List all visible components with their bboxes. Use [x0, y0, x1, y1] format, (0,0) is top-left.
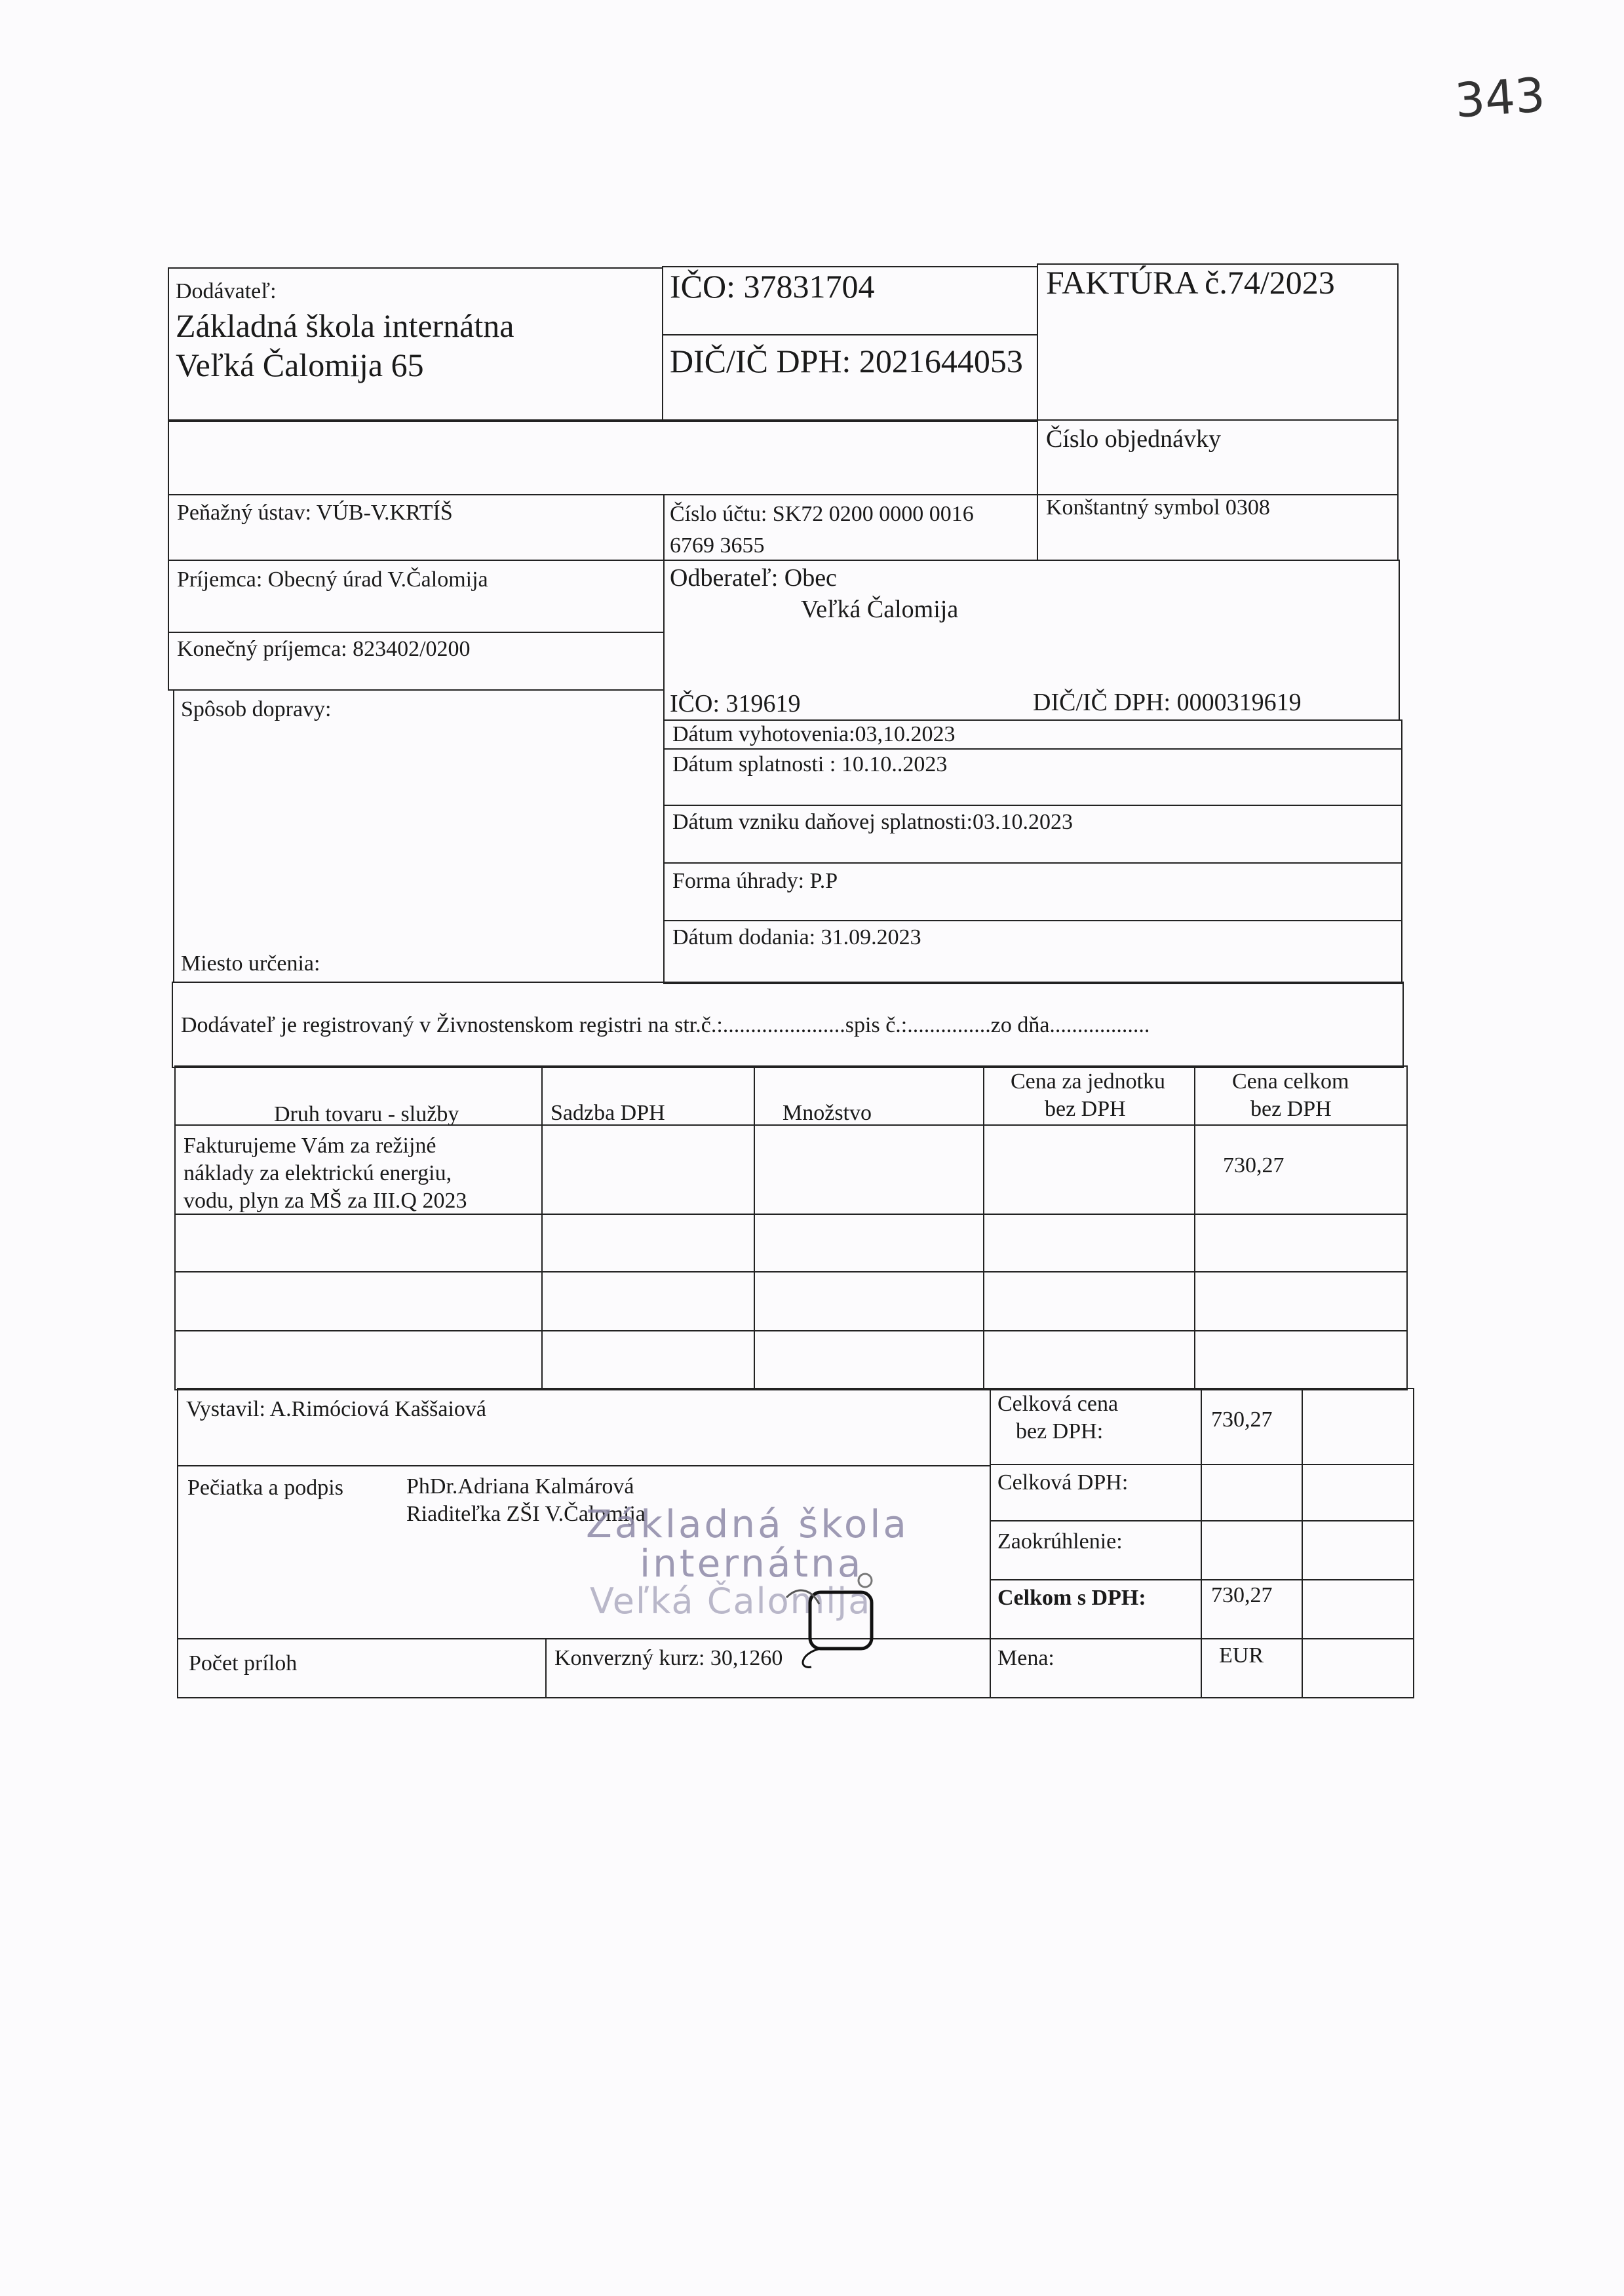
date-tax-point: Dátum vzniku daňovej splatnosti:03.10.2023 [672, 810, 1073, 834]
header-total-1: Cena celkom [1232, 1069, 1349, 1094]
date-delivery: Dátum dodania: 31.09.2023 [672, 925, 921, 949]
customer-label: Odberateľ: Obec [670, 564, 837, 592]
total-with-vat-value: 730,27 [1211, 1583, 1273, 1607]
date-due: Dátum splatnosti : 10.10..2023 [672, 752, 948, 776]
currency-value: EUR [1219, 1643, 1264, 1668]
supplier-dic: DIČ/IČ DPH: 2021644053 [670, 343, 1023, 379]
currency-label: Mena: [997, 1646, 1054, 1670]
rounding-label: Zaokrúhlenie: [997, 1529, 1123, 1554]
stamp-line2: internátna [640, 1541, 864, 1586]
total-no-vat-label-1: Celková cena [997, 1392, 1119, 1416]
final-payee: Konečný príjemca: 823402/0200 [177, 637, 471, 661]
payee: Príjemca: Obecný úrad V.Čalomija [177, 567, 488, 592]
issued-by: Vystavil: A.Rimóciová Kaššaiová [186, 1397, 487, 1421]
date-issued: Dátum vyhotovenia:03,10.2023 [672, 722, 956, 746]
signer-name: PhDr.Adriana Kalmárová [406, 1474, 634, 1499]
transport-method: Spôsob dopravy: [181, 697, 332, 721]
bank-institution: Peňažný ústav: VÚB-V.KRTÍŠ [177, 501, 453, 525]
total-with-vat-label: Celkom s DPH: [997, 1586, 1146, 1610]
invoice-title: FAKTÚRA č.74/2023 [1046, 264, 1335, 301]
destination: Miesto určenia: [181, 951, 320, 976]
item-total: 730,27 [1223, 1153, 1285, 1177]
signature-mark [773, 1571, 891, 1670]
supplier-label: Dodávateľ: [176, 279, 277, 303]
payment-form: Forma úhrady: P.P [672, 869, 838, 893]
bank-account-line2: 6769 3655 [670, 533, 765, 558]
item-desc-line3: vodu, plyn za MŠ za III.Q 2023 [184, 1189, 467, 1213]
transport-box [173, 689, 665, 983]
customer-ico: IČO: 319619 [670, 690, 801, 718]
supplier-name-line1: Základná škola internátna [176, 307, 514, 344]
conversion-rate: Konverzný kurz: 30,1260 [554, 1646, 783, 1670]
customer-name: Veľká Čalomija [801, 596, 959, 623]
total-no-vat-label-2: bez DPH: [1016, 1419, 1104, 1444]
constant-symbol: Konštantný symbol 0308 [1046, 495, 1270, 520]
total-no-vat-value: 730,27 [1211, 1407, 1273, 1432]
bank-account-line1: Číslo účtu: SK72 0200 0000 0016 [670, 502, 974, 526]
registration-text: Dodávateľ je registrovaný v Živnostenskom registri na str.č.:......................spis č.:...............zo dňa.................. [181, 1013, 1150, 1037]
header-vat-rate: Sadzba DPH [551, 1101, 665, 1125]
header-goods: Druh tovaru - služby [274, 1102, 459, 1126]
page-number: 343 [1453, 67, 1547, 128]
total-vat-label: Celková DPH: [997, 1470, 1129, 1495]
header-total-2: bez DPH [1250, 1097, 1332, 1121]
stamp-line3: Veľká Čalomija [590, 1580, 872, 1622]
stamp-signature-label: Pečiatka a podpis [187, 1476, 343, 1500]
item-desc-line1: Fakturujeme Vám za režijné [184, 1134, 436, 1158]
order-number-label: Číslo objednávky [1046, 425, 1222, 453]
header-unit-price-1: Cena za jednotku [1011, 1069, 1166, 1094]
header-unit-price-2: bez DPH [1045, 1097, 1126, 1121]
signer-role: Riaditeľka ZŠI V.Čalomija [406, 1502, 646, 1526]
customer-dic: DIČ/IČ DPH: 0000319619 [1033, 689, 1302, 716]
stamp-line1: Základná škola [586, 1502, 909, 1546]
header-quantity: Množstvo [783, 1101, 872, 1125]
attachments-label: Počet príloh [189, 1651, 298, 1675]
supplier-name-line2: Veľká Čalomija 65 [176, 347, 424, 383]
item-desc-line2: náklady za elektrickú energiu, [184, 1161, 452, 1185]
supplier-ico: IČO: 37831704 [670, 268, 875, 305]
